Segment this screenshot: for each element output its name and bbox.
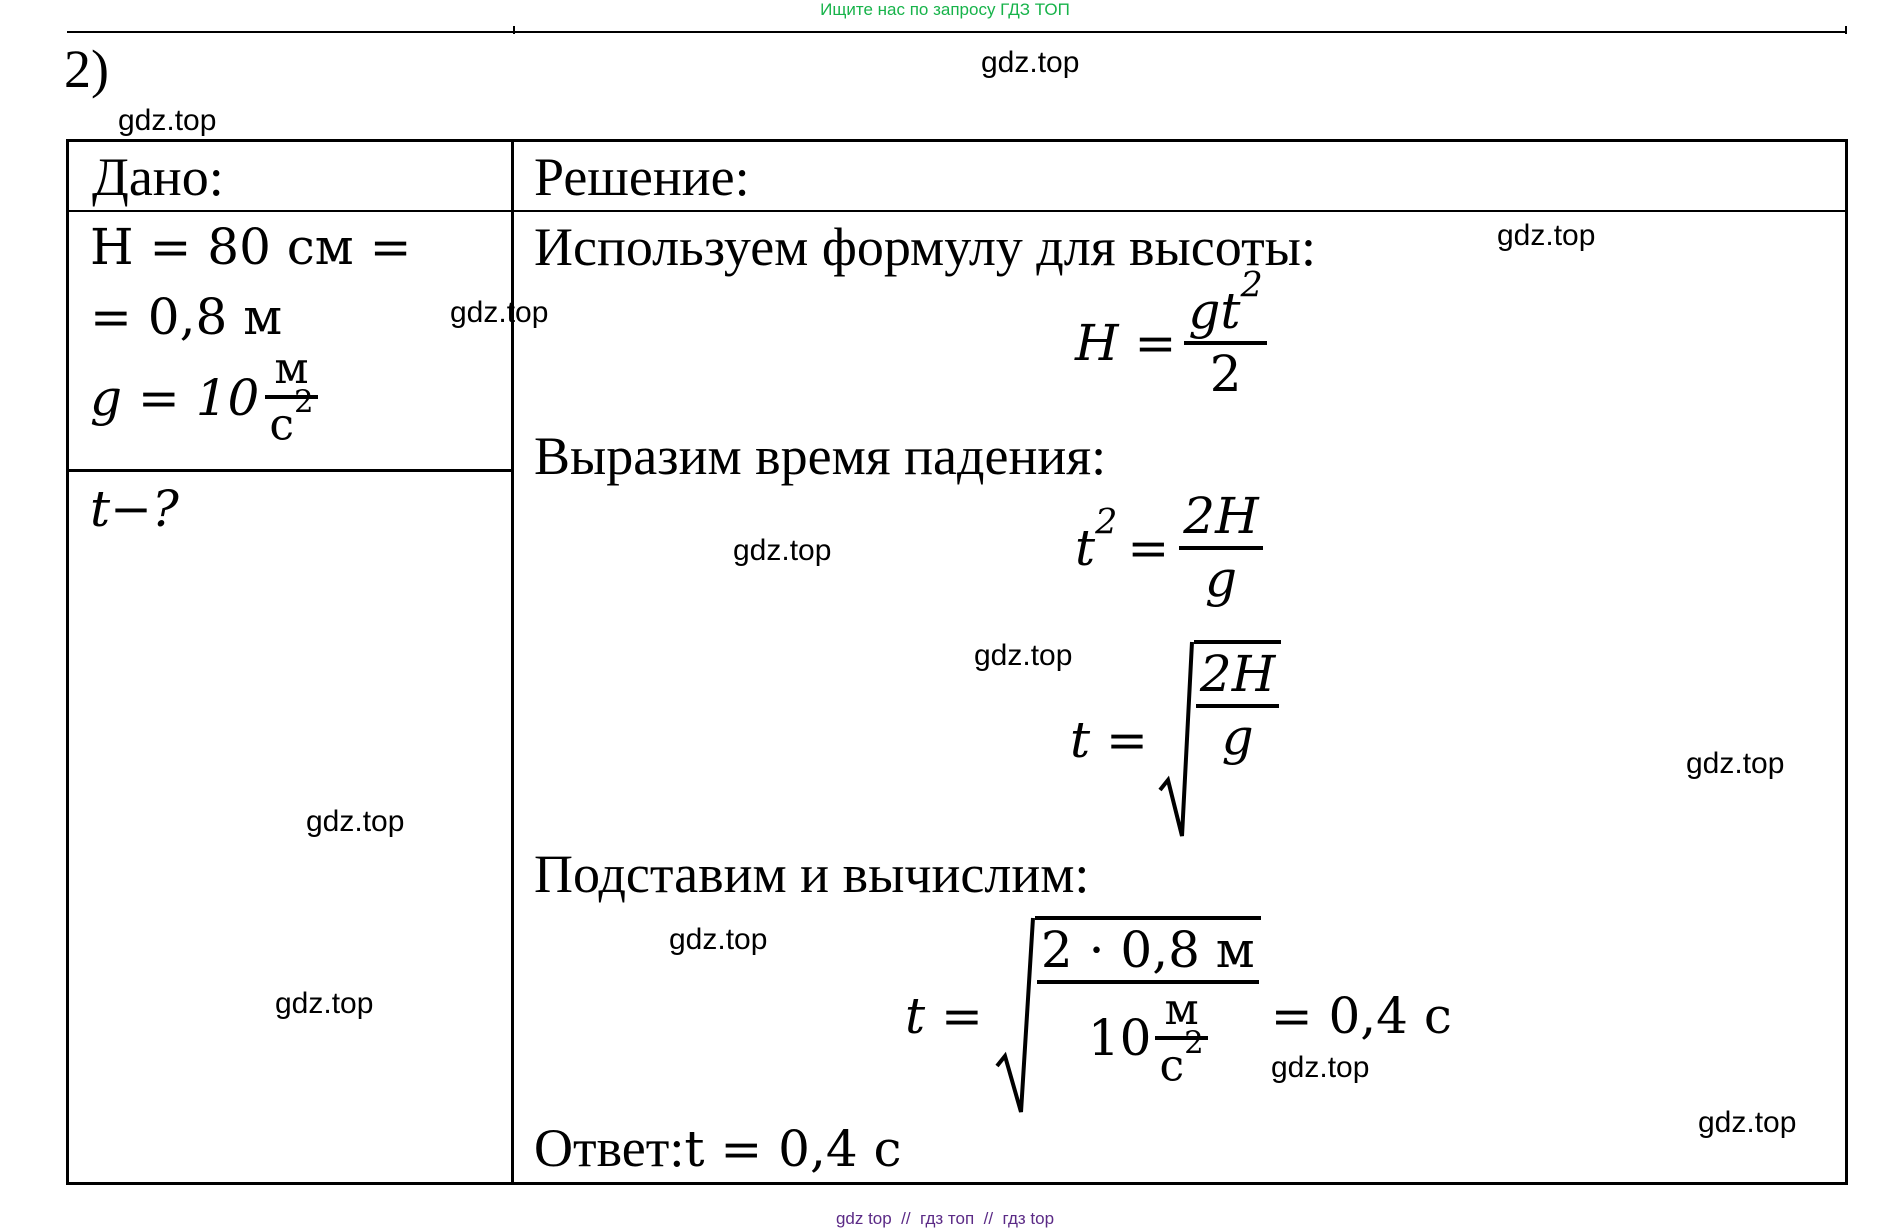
top-banner: Ищите нас по запросу ГДЗ ТОП (820, 0, 1070, 19)
step2-text: Выразим время падения: (534, 426, 1107, 486)
problem-number: 2) (64, 39, 109, 99)
given-header: Дано: (92, 147, 224, 207)
watermark: gdz.top (1686, 747, 1785, 780)
watermark: gdz.top (275, 987, 374, 1020)
given-height-converted: = 0,8 м (90, 288, 283, 346)
top-rule (67, 31, 1847, 33)
watermark: gdz.top (974, 639, 1073, 672)
watermark: gdz.top (306, 805, 405, 838)
find-label: t−? (90, 480, 179, 538)
watermark: gdz.top (450, 296, 549, 329)
watermark: gdz.top (733, 534, 832, 567)
given-gravity (90, 343, 318, 451)
footer-links: gdz top // гдз топ // гдз top (835, 1209, 1055, 1228)
given-height: H = 80 см = (90, 218, 412, 276)
given-gravity-value: g = 10 (90, 368, 260, 427)
answer-value: t = 0,4 с (684, 1120, 902, 1178)
answer: Ответ: t = 0,4 с (534, 1118, 902, 1178)
solution-header: Решение: (534, 147, 750, 207)
step3-text: Подставим и вычислим: (534, 844, 1090, 904)
formula-t-root: t = $\frac{2H}{g}$ (1070, 640, 1281, 840)
formula-calculation: t = 2 · 0,8 м 10 $\frac{м}{с^2}$ = 0,4 с (905, 916, 1452, 1116)
top-rule-tick-left (513, 26, 515, 34)
watermark: gdz.top (1497, 219, 1596, 252)
watermark: gdz.top (981, 46, 1080, 79)
top-rule-tick-right (1845, 26, 1847, 34)
sqrt-sign: $\frac{2H}{g}$ (1158, 640, 1281, 840)
given-gravity-unit: $\frac{м}{с^2}$ (265, 346, 317, 449)
watermark: gdz.top (1271, 1051, 1370, 1084)
watermark: gdz.top (669, 923, 768, 956)
watermark: gdz.top (1698, 1106, 1797, 1139)
formula-height: H = $\frac{gt^2}{2}$ (1075, 285, 1267, 400)
formula-t-squared: $t^2$ = $\frac{2H}{g}$ (1075, 490, 1263, 605)
step1-text: Используем формулу для высоты: (534, 217, 1316, 277)
watermark: gdz.top (118, 104, 217, 137)
